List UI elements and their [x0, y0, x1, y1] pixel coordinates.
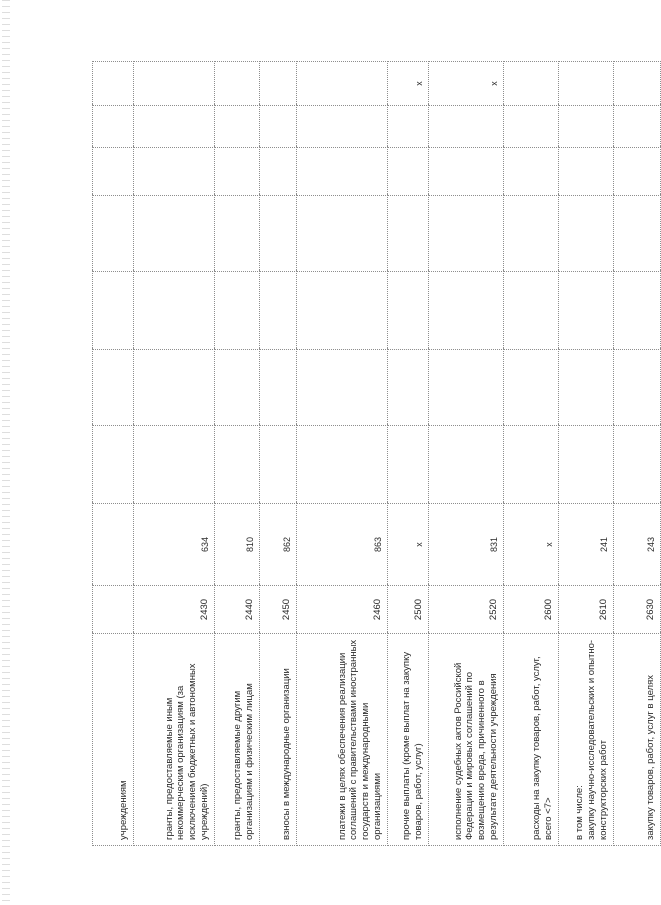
row-code: 2610 [559, 586, 614, 634]
row-cell [504, 196, 559, 272]
row-cell [559, 106, 614, 148]
row-cell [504, 148, 559, 196]
row-cell [297, 426, 388, 504]
row-cell [297, 196, 388, 272]
table-row [93, 62, 134, 846]
row-cell [388, 196, 429, 272]
table-row [297, 62, 388, 846]
row-cell: 863 [297, 504, 388, 586]
row-cell: 634 [134, 504, 215, 586]
row-cell [260, 62, 297, 106]
row-cell [134, 272, 215, 350]
row-cell [215, 148, 260, 196]
row-cell [93, 350, 134, 426]
row-cell [614, 196, 661, 272]
row-cell [215, 272, 260, 350]
row-code: 2500 [388, 586, 429, 634]
row-code: 2460 [297, 586, 388, 634]
row-cell [260, 196, 297, 272]
row-cell [93, 504, 134, 586]
row-cell [215, 350, 260, 426]
table-row [134, 62, 215, 846]
row-cell [215, 196, 260, 272]
row-cell [388, 148, 429, 196]
row-cell [297, 272, 388, 350]
row-cell [93, 426, 134, 504]
row-cell [260, 148, 297, 196]
row-code: 2520 [429, 586, 504, 634]
row-cell [93, 62, 134, 106]
row-cell [429, 196, 504, 272]
row-cell [297, 350, 388, 426]
row-cell: x [504, 504, 559, 586]
row-cell [504, 350, 559, 426]
budget-table [92, 61, 661, 846]
row-label: гранты, предоставляемые иным некоммерческим организациям (за исключением бюджетных и автономных учреждений) [134, 634, 215, 846]
row-cell [388, 272, 429, 350]
table-row [559, 62, 614, 846]
row-code [93, 586, 134, 634]
row-label: гранты, предоставляемые другим организациям и физическим лицам [215, 634, 260, 846]
row-cell [134, 196, 215, 272]
table-row [215, 62, 260, 846]
row-code: 2440 [215, 586, 260, 634]
row-cell [429, 106, 504, 148]
row-cell [134, 350, 215, 426]
row-cell [93, 196, 134, 272]
row-cell [215, 106, 260, 148]
row-cell [297, 106, 388, 148]
row-label: взносы в международные организации [260, 634, 297, 846]
row-cell: x [388, 504, 429, 586]
row-cell [504, 106, 559, 148]
row-cell [429, 272, 504, 350]
row-cell [504, 426, 559, 504]
row-cell: x [388, 62, 429, 106]
row-cell [93, 272, 134, 350]
row-code: 2630 [614, 586, 661, 634]
row-cell [93, 148, 134, 196]
row-code: 2450 [260, 586, 297, 634]
row-cell [559, 148, 614, 196]
row-cell [614, 272, 661, 350]
table-row [260, 62, 297, 846]
row-label: исполнение судебных актов Российской Федерации и мировых соглашений по возмещению вреда, причиненного в результате деятельности учреждения [429, 634, 504, 846]
row-cell [559, 272, 614, 350]
row-cell [260, 350, 297, 426]
row-code: 2430 [134, 586, 215, 634]
row-label: учреждениям [93, 634, 134, 846]
row-cell [559, 426, 614, 504]
row-cell [559, 350, 614, 426]
row-cell [614, 62, 661, 106]
table-row [388, 62, 429, 846]
row-cell: 862 [260, 504, 297, 586]
row-cell [504, 62, 559, 106]
row-cell [504, 272, 559, 350]
rotated-table-container [92, 62, 657, 846]
row-cell [388, 350, 429, 426]
row-label: закупку товаров, работ, услуг в целях [614, 634, 661, 846]
row-cell: 241 [559, 504, 614, 586]
row-cell [215, 426, 260, 504]
row-cell [215, 62, 260, 106]
row-cell: 831 [429, 504, 504, 586]
row-cell [388, 426, 429, 504]
table-row [429, 62, 504, 846]
row-cell [614, 148, 661, 196]
table-row [614, 62, 661, 846]
row-cell [388, 106, 429, 148]
row-cell [260, 106, 297, 148]
row-cell [260, 272, 297, 350]
row-cell [429, 148, 504, 196]
row-cell [93, 106, 134, 148]
table-row [504, 62, 559, 846]
row-cell [614, 350, 661, 426]
row-label: прочие выплаты (кроме выплат на закупку товаров, работ, услуг) [388, 634, 429, 846]
rotated-table-area [92, 62, 657, 846]
row-cell [134, 106, 215, 148]
row-cell: 243 [614, 504, 661, 586]
row-cell [614, 106, 661, 148]
row-cell [134, 148, 215, 196]
row-cell [260, 426, 297, 504]
row-cell [134, 426, 215, 504]
row-code: 2600 [504, 586, 559, 634]
table-body [93, 62, 661, 846]
row-label: платежи в целях обеспечения реализации соглашений с правительствами иностранных государств и международными организациями [297, 634, 388, 846]
row-cell [297, 62, 388, 106]
row-label: расходы на закупку товаров, работ, услуг, всего <7> [504, 634, 559, 846]
row-cell [559, 62, 614, 106]
row-cell [297, 148, 388, 196]
row-cell [429, 426, 504, 504]
scan-edge-marks [2, 0, 10, 905]
row-label: в том числе: закупку научно-исследовательских и опытно-конструкторских работ [559, 634, 614, 846]
row-cell [614, 426, 661, 504]
row-cell: x [429, 62, 504, 106]
row-cell [559, 196, 614, 272]
row-cell [429, 350, 504, 426]
row-cell: 810 [215, 504, 260, 586]
row-cell [134, 62, 215, 106]
